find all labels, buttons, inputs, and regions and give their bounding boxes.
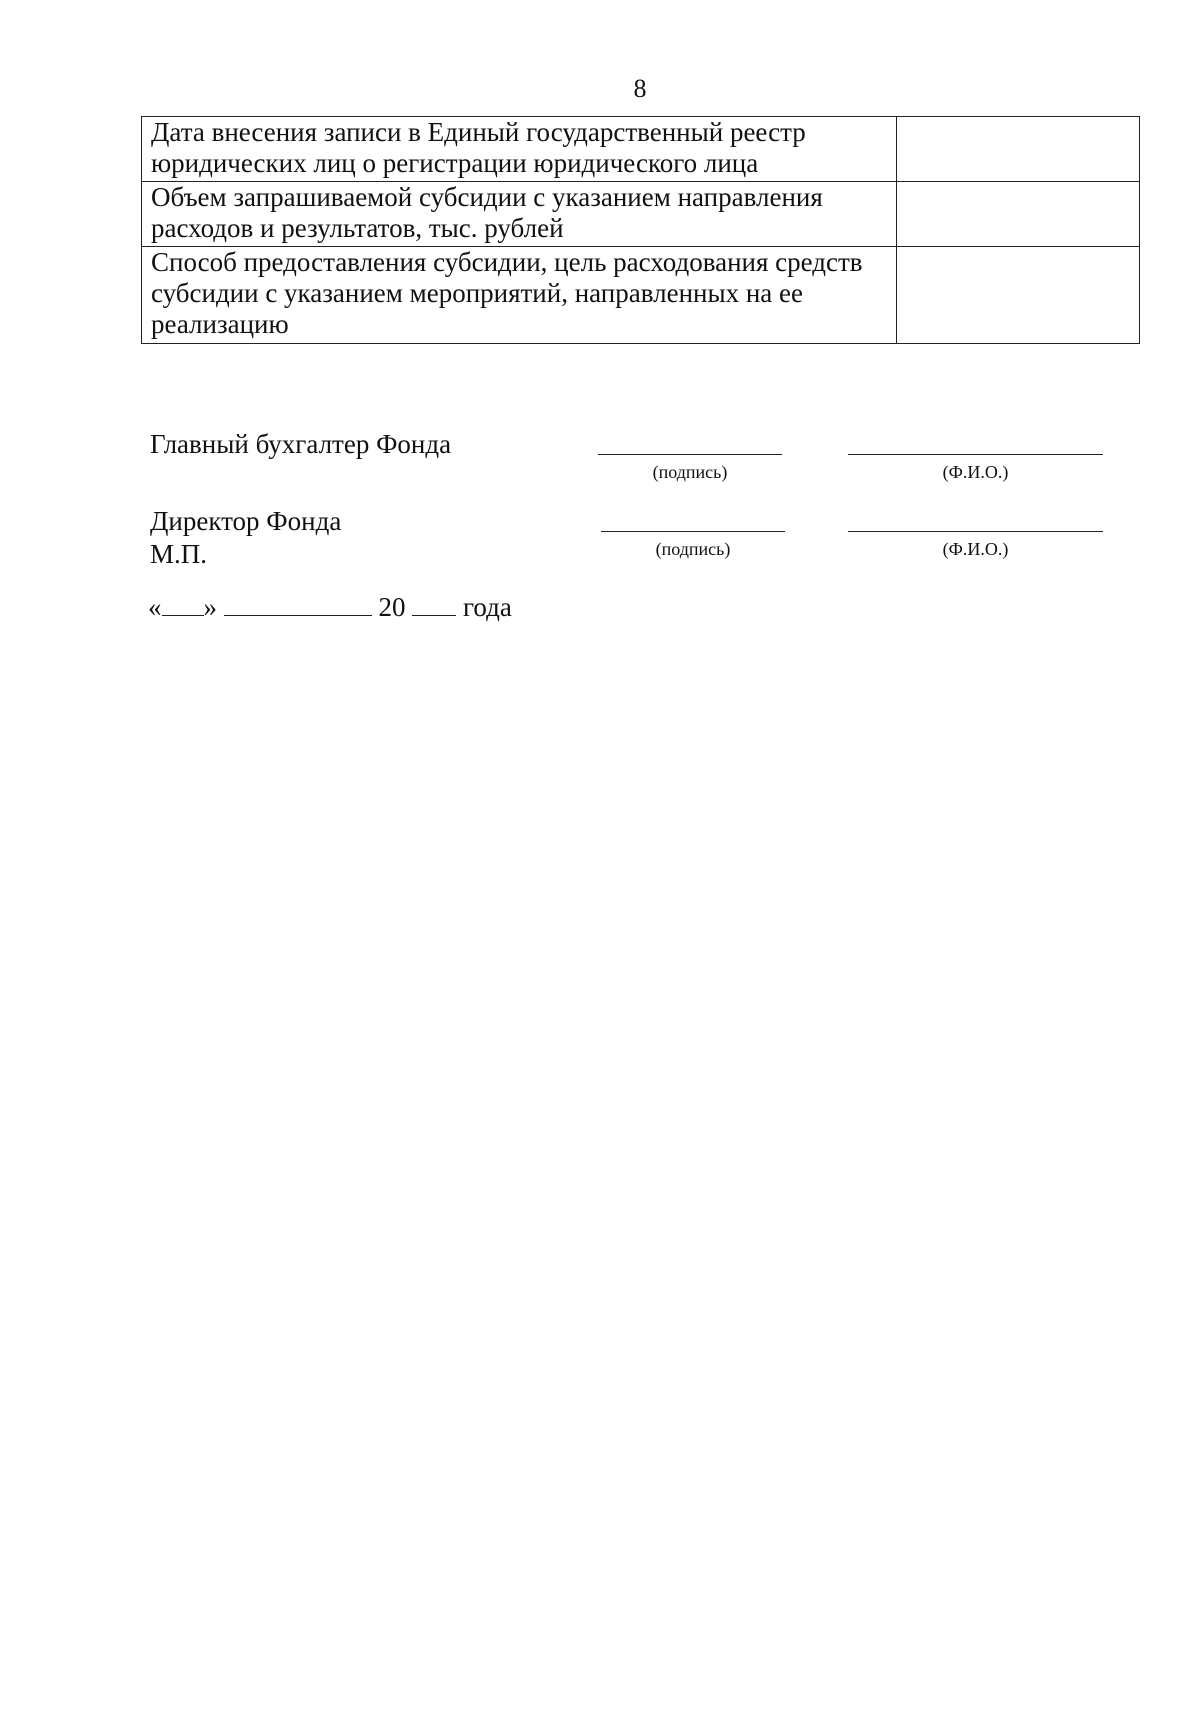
table-row [142,117,1140,182]
seal-label: М.П. [150,539,208,569]
chief-accountant-label: Главный бухгалтер Фонда [150,429,452,459]
date-close-quote: » [203,592,217,622]
row-label-subsidy-method: Способ предоставления субсидии, цель расходования средств субсидии с указанием мероприятий, направленных на ее реализацию [142,247,897,344]
date-line [148,591,512,624]
row-value-subsidy-volume[interactable] [897,182,1140,247]
director-name-line[interactable] [848,531,1103,532]
row-label-subsidy-volume: Объем запрашиваемой субсидии с указанием направления расходов и результатов, тыс. рублей [142,182,897,247]
chief-accountant-signature-line[interactable] [598,454,782,455]
date-century: 20 [378,592,406,622]
table-row [142,182,1140,247]
row-value-registration-date[interactable] [897,117,1140,182]
chief-accountant-signature-caption: (подпись) [652,462,728,482]
page-number: 8 [633,74,647,103]
chief-accountant-name-line[interactable] [848,454,1103,455]
info-table [141,116,1140,344]
row-value-subsidy-method[interactable] [897,247,1140,344]
director-name-caption: (Ф.И.О.) [942,539,1009,559]
chief-accountant-name-caption: (Ф.И.О.) [942,462,1009,482]
day-blank[interactable] [162,591,204,616]
month-blank[interactable] [224,591,372,616]
year-blank[interactable] [412,591,456,616]
date-open-quote: « [148,592,162,622]
table-row [142,247,1140,344]
director-signature-caption: (подпись) [655,539,731,559]
date-suffix: года [463,592,512,622]
director-label: Директор Фонда [150,506,342,536]
row-label-registration-date: Дата внесения записи в Единый государственный реестр юридических лиц о регистрации юридического лица [142,117,897,182]
director-signature-line[interactable] [601,531,785,532]
